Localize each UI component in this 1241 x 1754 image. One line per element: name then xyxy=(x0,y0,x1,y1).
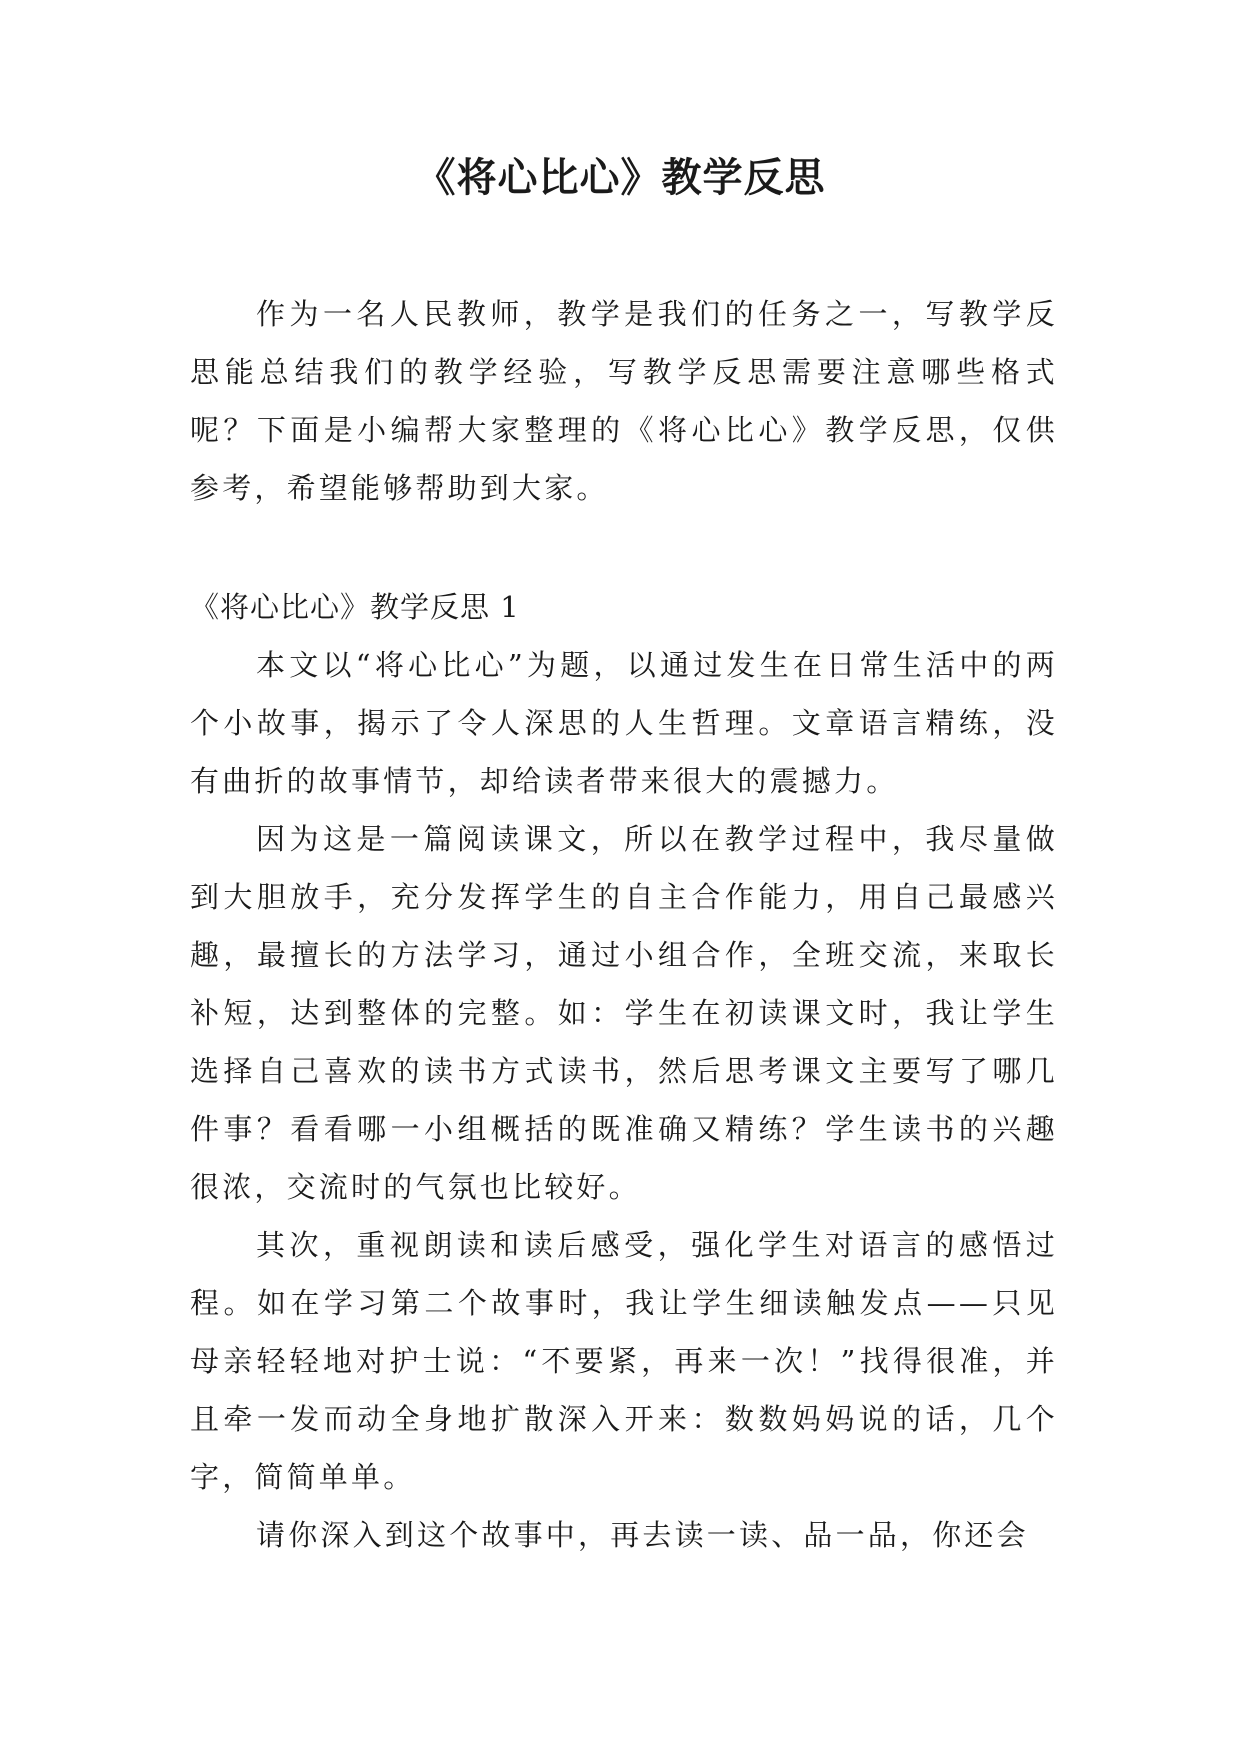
intro-paragraph: 作为一名人民教师，教学是我们的任务之一，写教学反思能总结我们的教学经验，写教学反思需要注意哪些格式呢？下面是小编帮大家整理的《将心比心》教学反思，仅供参考，希望能够帮助到大家。 xyxy=(190,297,1058,505)
paragraph-2: 因为这是一篇阅读课文，所以在教学过程中，我尽量做到大胆放手，充分发挥学生的自主合作能力，用自己最感兴趣，最擅长的方法学习，通过小组合作，全班交流，来取长补短，达到整体的完整。如：学生在初读课文时，我让学生选择自己喜欢的读书方式读书，然后思考课文主要写了哪几件事？看看哪一小组概括的既准确又精练？学生读书的兴趣很浓，交流时的气氛也比较好。 xyxy=(190,822,1058,1204)
paragraph-3: 其次，重视朗读和读后感受，强化学生对语言的感悟过程。如在学习第二个故事时，我让学生细读触发点——只见母亲轻轻地对护士说：“不要紧，再来一次！”找得很准，并且牵一发而动全身地扩散深入开来：数数妈妈说的话，几个字，简简单单。 xyxy=(190,1228,1058,1494)
paragraph-4: 请你深入到这个故事中，再去读一读、品一品，你还会 xyxy=(256,1518,1029,1552)
section-heading: 《将心比心》教学反思 1 xyxy=(190,590,520,624)
section-body xyxy=(190,636,1058,1564)
document-title: 《将心比心》教学反思 xyxy=(415,155,826,201)
paragraph-1: 本文以“将心比心”为题，以通过发生在日常生活中的两个小故事，揭示了令人深思的人生哲理。文章语言精练，没有曲折的故事情节，却给读者带来很大的震撼力。 xyxy=(190,648,1058,798)
intro-paragraph-block xyxy=(190,285,1058,517)
